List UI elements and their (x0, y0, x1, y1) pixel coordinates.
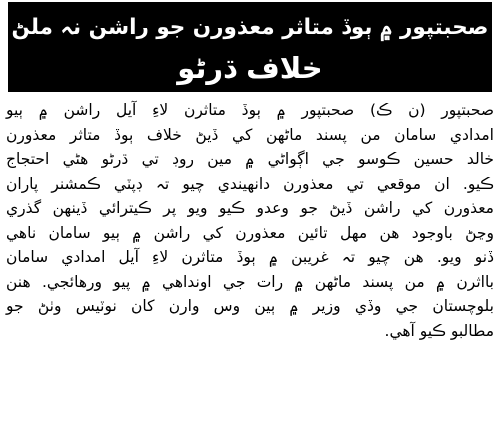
article-body (6, 98, 494, 343)
headline-banner (8, 2, 492, 92)
headline-line-1: صحبتپور ۾ ٻوڏ متاثر معذورن جو راشن نہ ملڻ (11, 15, 489, 40)
body-line: وڃڻ باوجود هن مهل تائين معذورن کي راشن ۾ ٻيو سامان ناهي (6, 223, 494, 242)
body-line: ڏنو ويو. هن چيو تہ غريبن ۾ ٻوڏ متاثرن لاءِ آيل امدادي سامان (6, 248, 494, 266)
body-line: بلوچستان جي وڏي وزير ۾ ٻين وس وارن کان نوٽيس وٺڻ جو (6, 297, 494, 315)
headline-line-2: خلاف ڌرڻو (177, 51, 323, 85)
body-line: صحبتپور (ن ڪ) صحبتپور ۾ ٻوڏ متاثرن لاءِ آيل راشن ۾ ٻيو (6, 101, 494, 119)
body-line-last: مطالبو ڪيو آهي. (384, 321, 494, 340)
body-line: خالد حسين ڪوسو جي اڳواڻي ۾ مين روڊ تي ڌرڻو هڻي احتجاج (6, 150, 494, 168)
body-line: بااثرن ۾ من پسند ماڻهن ۾ رات جي اونداهي ۾ پيو ورهائجي. هنن (6, 272, 494, 291)
body-line: ڪيو. ان موقعي تي معذورن دانهيندي چيو تہ ڊپٽي ڪمشنر پاران (6, 174, 494, 193)
body-line: معذورن کي راشن ڏيڻ جو وعدو ڪيو ويو پر ڪيترائي ڏينهن گذري (6, 199, 494, 217)
body-line: امدادي سامان من پسند ماڻهن کي ڏيڻ خلاف ٻوڏ متاثر معذورن (6, 125, 494, 144)
